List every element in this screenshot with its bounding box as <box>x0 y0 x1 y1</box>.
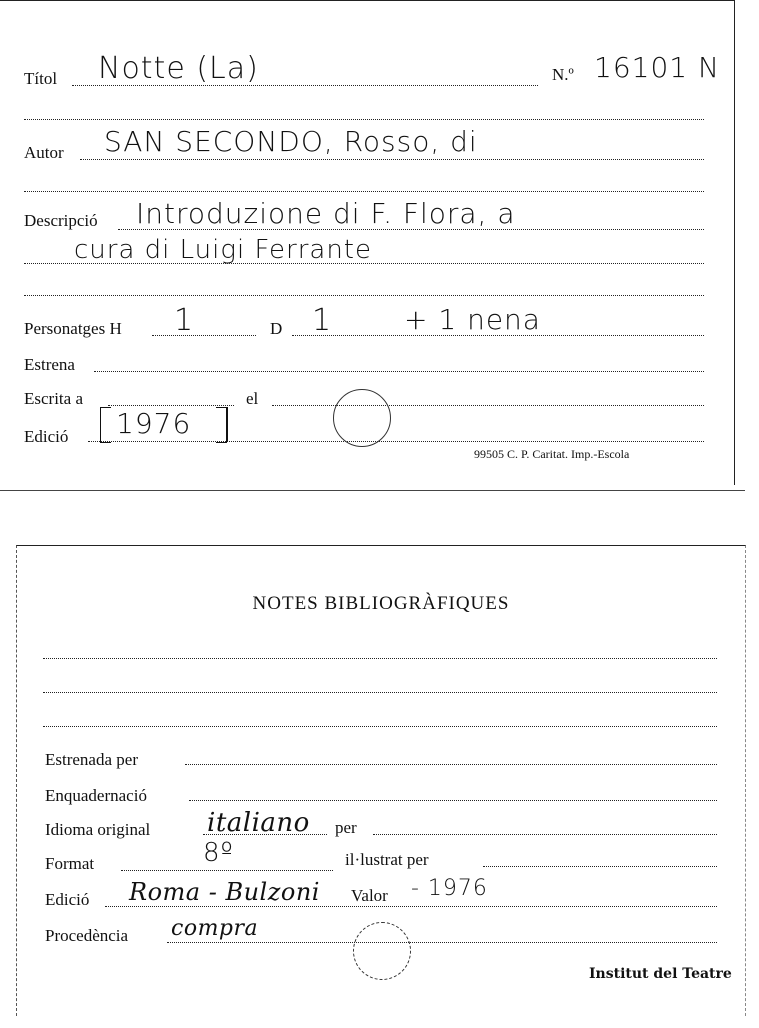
format-dotted-line <box>121 870 333 871</box>
procedencia-label: Procedència <box>45 926 129 945</box>
back-edicio-label: Edició <box>45 890 90 909</box>
valor-label: Valor <box>351 886 388 905</box>
idioma-original-label: Idioma original <box>45 820 151 839</box>
personatges-d-label: D <box>270 319 283 338</box>
personatges-h-value: 1 <box>174 303 195 338</box>
illustrat-per-label: il·lustrat per <box>345 850 429 869</box>
idioma-per-dotted-line <box>373 834 717 835</box>
enquadernacio-label: Enquadernació <box>45 786 147 805</box>
estrena-label: Estrena <box>24 355 75 374</box>
personatges-h-dotted-line <box>152 335 256 336</box>
edicio-value: 1976 <box>116 407 192 440</box>
personatges-d-value: 1 <box>312 303 333 338</box>
format-value: 8º <box>203 838 234 868</box>
blank-dotted-line <box>24 119 704 120</box>
numero-label: N.º <box>552 65 574 84</box>
descripcio-label: Descripció <box>24 211 98 230</box>
back-edicio-dotted-line <box>105 906 717 907</box>
estrenada-per-dotted-line <box>185 764 717 765</box>
escrita-a-dotted-line <box>108 405 234 406</box>
blank-dotted-line <box>24 191 704 192</box>
estrena-dotted-line <box>94 371 704 372</box>
el-label: el <box>246 389 259 408</box>
enquadernacio-dotted-line <box>189 800 717 801</box>
valor-value: - 1976 <box>411 876 488 901</box>
institution-name: Institut del Teatre <box>589 966 732 982</box>
edicio-dotted-line <box>88 441 704 442</box>
autor-value: SAN SECONDO, Rosso, di <box>104 125 478 158</box>
estrenada-per-label: Estrenada per <box>45 750 138 769</box>
numero-value: 16101 N <box>594 51 720 84</box>
notes-title: NOTES BIBLIOGRÀFIQUES <box>252 593 510 614</box>
personatges-h-label: Personatges H <box>24 319 122 338</box>
autor-label: Autor <box>24 143 64 162</box>
autor-dotted-line <box>80 159 704 160</box>
procedencia-value: compra <box>171 916 259 941</box>
descripcio-value-line1: Introduzione di F. Flora, a <box>136 197 516 230</box>
catalog-card-back <box>16 545 746 1016</box>
procedencia-dotted-line <box>167 942 717 943</box>
printer-imprint: 99505 C. P. Caritat. Imp.-Escola <box>474 447 630 461</box>
escrita-a-label: Escrita a <box>24 389 83 408</box>
titol-label: Títol <box>24 69 58 88</box>
idioma-original-value: italiano <box>207 808 310 838</box>
edicio-box-left <box>100 407 111 443</box>
notes-dotted-line-2 <box>43 692 717 693</box>
titol-value: Notte (La) <box>98 51 259 86</box>
edicio-box-right <box>216 407 227 443</box>
notes-dotted-line-3 <box>43 726 717 727</box>
blank-dotted-line <box>24 295 704 296</box>
illustrat-per-dotted-line <box>483 866 717 867</box>
punch-hole <box>333 389 391 447</box>
punch-hole <box>353 922 411 980</box>
personatges-extra: + 1 nena <box>404 303 541 336</box>
edicio-label: Edició <box>24 427 69 446</box>
notes-dotted-line-1 <box>43 658 717 659</box>
idioma-per-label: per <box>335 818 357 837</box>
card-separator <box>0 490 745 491</box>
back-edicio-value: Roma - Bulzoni <box>129 878 320 906</box>
catalog-card-front <box>0 0 735 485</box>
descripcio-value-line2: cura di Luigi Ferrante <box>74 235 372 265</box>
format-label: Format <box>45 854 95 873</box>
